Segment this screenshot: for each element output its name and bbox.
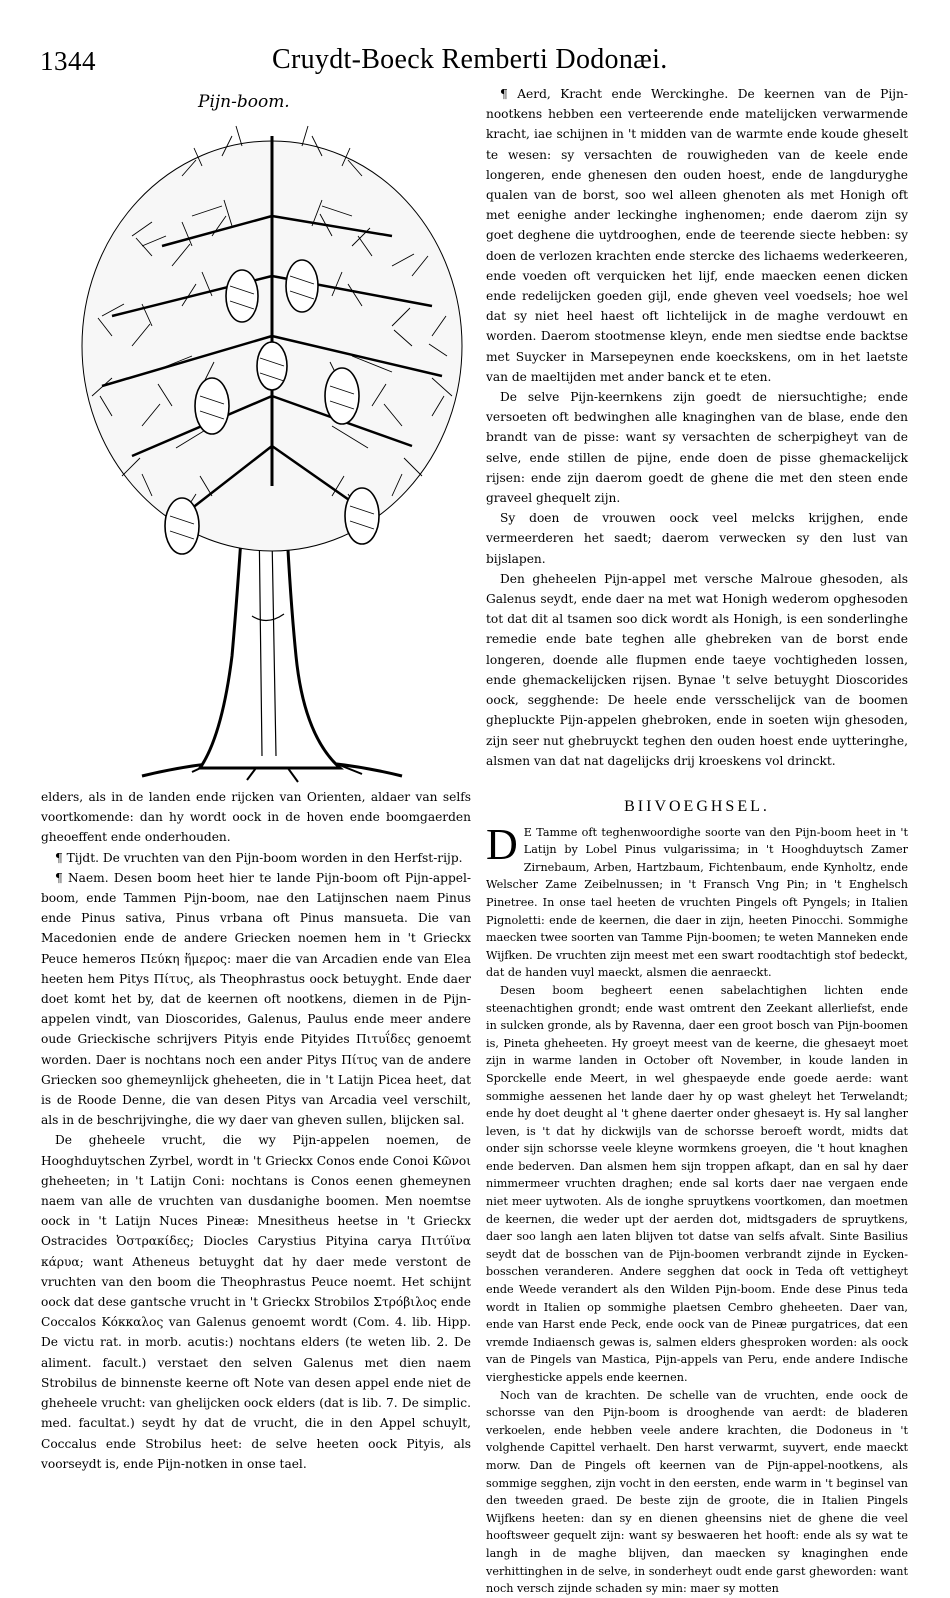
paragraph: ¶ Tijdt. De vruchten van den Pijn-boom worden in den Herfst-rijp.	[55, 850, 463, 865]
paragraph: E Tamme oft teghenwoordighe soorte van den Pijn-boom heet in 't Latijn by Lobel Pinus vulgarissima; in 't Hooghduytsch Zamer Zirnebaum, Arben, Hartzbaum, Fichtenbaum, ende Kynholtz, ende Welscher Zame Zeibelnussen; in 't Fransch Vng Pin; in 't Enghelsch Pinetree. In onse tael heeten de vruchten Pingels oft Pyngels; in Italien Pignoletti: ende de keernen, die daer in zijn, heeten Pinocchi. Sommighe maecken twee soorten van Tamme Pijn-boomen; te weten Manneken ende Wijfken. De vruchten zijn meest met een swart roodtachtigh stof bedeckt, dat de handen vuyl maeckt, alsmen die aenraeckt.	[486, 825, 908, 980]
paragraph: Sy doen de vrouwen oock veel melcks krijghen, ende vermeerderen het saedt; daerom verwecken sy den lust van bijslapen.	[486, 511, 908, 566]
pine-tree-illustration	[72, 96, 472, 786]
paragraph: ¶ Naem. Desen boom heet hier te lande Pijn-boom oft Pijn-appel-boom, ende Tammen Pijn-boom, nae den Latijnschen naem Pinus ende Pinus sativa, Pinus vrbana oft Pinus mansueta. Die van Macedonien ende de andere Griecken noemen hem in 't Grieckx Peuce hemeros Πεύκη ἥμερος: maer die van Arcadien ende van Elea heeten hem Pitys Πίτυς, als Theophrastus oock betuyght. Ende daer doet komt het by, dat de keernen oft nootkens, diemen in de Pijn-appelen vindt, van Dioscorides, Galenus, Paulus ende meer andere oude Grieckische schrijvers Pityis ende Pityides Πιτυΐδες genoemt worden. Daer is nochtans noch een ander Pitys Πίτυς van de andere Griecken soo ghemeynlijck gheheeten, die in 't Latijn Picea heet, dat is de Roode Denne, die van desen Pitys van Arcadia veel verschilt, als in de beschrijvinghe, die wy daer van gheven sullen, blijcken sal.	[41, 870, 471, 1128]
paragraph: Desen boom begheert eenen sabelachtighen lichten ende steenachtighen grondt; ende wast omtrent den Zeekant allerliefst, ende in sulcken gronde, als by Ravenna, daer een groot bosch van Pijn-boomen is, Pineta gheheeten. Hy groeyt meest van de keerne, die ghesaeyt moet zijn in warme landen in October oft November, in koude landen in Sporckelle ende Meert, in wel ghespaeyde ende goede aerde: want sommighe aessenen het lande daer hy op wast gheleyt het Terwelandt; ende hy doet deught al 't ghene daerter onder ghesaeyt is. Hy sal langher leven, is 't dat hy dickwijls van de schorsse beroeft wordt, midts dat onder sijn schorsse veele kleyne wormkens groeyen, die 't hout knaghen ende bederven. Dan alsmen hem sijn troppen afkapt, dan en sal hy daer nimmermeer vruchten draghen; ende sal korts daer nae vergaen ende niet meer uytwoten. Als de ionghe spruytkens voortkomen, dan moetmen de keernen, die weder upt der aerden dot, midtsgaders de spruytkens, daer soo langh aen laten blijven tot datse van selfs afvalt. Sinte Basilius seydt dat de bosschen van de Pijn-boomen verbrandt zijnde in Eycken-bosschen veranderen. Andere segghen dat oock in Teda oft vettigheyt ende Weede verandert als den Wilden Pijn-boom. Ende dese Pinus teda wordt in Italien op sommighe plaetsen Cembro gheheeten. Daer van, ende van Harst ende Peck, ende oock van de Pineæ purgatrices, dat een vremde Indiaensch gewas is, salmen elders ghesproken worden: als oock van de Pingels van Mastica, Pijn-appels van Peru, ende andere Indische vierghesticke appels ende keernen.	[486, 983, 908, 1384]
paragraph: Noch van de krachten. De schelle van de vruchten, ende oock de schorsse van den Pijn-boom is drooghende van aerdt: de bladeren verkoelen, ende hebben veele andere krachten, die Dodoneus in 't volghende Capittel verhaelt. Den harst verwarmt, suyvert, ende maeckt morw. Dan de Pingels oft keernen van de Pijn-appel-nootkens, als sommige segghen, zijn vocht in den eersten, ende warm in 't beginsel van den tweeden graed. De beste zijn de groote, die in Italien Pingels Wijfkens heeten: dan sy en dienen gheensins niet de ghene die veel hooftsweer gequelt zijn: want sy beswaeren het hooft: ende als sy wat te langh in de maghe blijven, dan maecken sy knaginghen ende verhittinghen in de selve, in sonderheyt oudt ende garst gheworden: want noch versch zijnde schaden sy min: maer sy motten	[486, 1388, 908, 1596]
section-heading: BIIVOEGHSEL.	[624, 798, 770, 815]
drop-cap: D	[486, 819, 518, 869]
left-column-bottom-text	[41, 787, 471, 1474]
paragraph: Den gheheelen Pijn-appel met versche Malroue ghesoden, als Galenus seydt, ende daer na met wat Honigh wederom opghesoden tot dat dit al tsamen soo dick wordt als Honigh, is een sonderlinghe remedie ende bate teghen alle ghebreken van de borst ende longeren, doende alle flupmen ende taeye vochtigheden lossen, ende ghemackelijcken rijsen. Bynae 't selve betuyght Dioscorides oock, segghende: De heele ende versschelijck van de boomen ghepluckte Pijn-appelen ghebroken, ende in soeten wijn ghesoden, zijn seer nut ghebruyckt teghen den ouden hoest ende uytteringhe, alsmen van dat nat dagelijcks drij kroeskens vol drinckt.	[486, 571, 908, 768]
paragraph: elders, als in de landen ende rijcken van Orienten, aldaer van selfs voortkomende: dan hy wordt oock in de hoven ende boomgaerden gheoeffent ende onderhouden.	[41, 790, 471, 845]
running-title: Cruydt-Boeck Remberti Dodonæi.	[272, 44, 668, 75]
page-number: 1344	[40, 46, 96, 76]
right-column-top-text	[486, 84, 908, 771]
paragraph: ¶ Aerd, Kracht ende Werckinghe. De keernen van de Pijn-nootkens hebben een verteerende ende matelijcken verwarmende kracht, iae schijnen in 't midden van de warmte ende koude gheselt te wesen: sy versachten de rouwigheden van de keele ende longeren, ende ghenesen den ouden hoest, ende de langduryghe qualen van de borst, soo wel alleen ghenoten als met Honigh oft met eenighe ander leckinghe inghenomen; ende daerom zijn sy goet deghene die uytdrooghen, ende de teerende siecte hebben: sy doen de verlozen krachten ende stercke des lichaems wederkeeren, ende voeden oft verquicken het lijf, ende maecken eenen dicken ende redelijcken goeden gijl, ende gheven veel voedsels; hoe wel dat sy niet heel haest oft lichtelijck in de maghe verdouwt en worden. Daerom stootmense kleyn, ende men siedtse ende backtse met Suycker in Marsepeynen ende koeckskens, om in het laetste van de maeltijden met ander banck et te eten.	[486, 87, 908, 384]
paragraph: De gheheele vrucht, die wy Pijn-appelen noemen, de Hooghduytschen Zyrbel, wordt in 't Grieckx Conos ende Conoi Κῶνοι gheheeten; in 't Latijn Coni: nochtans is Conos eenen ghemeynen naem van alle de vruchten van dusdanighe boomen. Men noemtse oock in 't Latijn Nuces Pineæ: Mnesitheus heetse in 't Grieckx Ostracides Ὀστρακίδες; Diocles Carystius Pityina carya Πιτύϊνα κάρυα; want Atheneus betuyght dat hy daer mede verstont de vruchten van den boom die Theophrastus Peuce noemt. Het schijnt oock dat dese gantsche vrucht in 't Grieckx Strobilos Στρόβιλος ende Coccalos Κόκκαλος van Galenus genoemt wordt (Com. 4. lib. Hipp. De victu rat. in morb. acutis:) nochtans elders (te weten lib. 2. De aliment. facult.) verstaet den selven Galenus met dien naem Strobilus de binnenste keerne oft Note van desen appel ende niet de gheheele vrucht: van ghelijcken oock elders (dat is lib. 7. De simplic. med. facultat.) seydt hy dat de vrucht, die in den Appel schuylt, Coccalus ende Strobilus heet: de selve heeten oock Pityis, als voorseydt is, ende Pijn-notken in onse tael.	[41, 1133, 471, 1471]
illustration-caption: Pijn-boom.	[198, 92, 290, 112]
paragraph: De selve Pijn-keernkens zijn goedt de niersuchtighe; ende versoeten oft bedwinghen alle knaginghen van de blase, ende den brandt van de pisse: want sy versachten de scherpigheyt van de selve, ende stillen de pijne, ende doen de pisse ghemackelijck rijsen: ende zijn daerom goedt de ghene die met den steen ende graveel ghequelt zijn.	[486, 390, 908, 506]
right-column-bottom-text	[486, 798, 908, 1598]
